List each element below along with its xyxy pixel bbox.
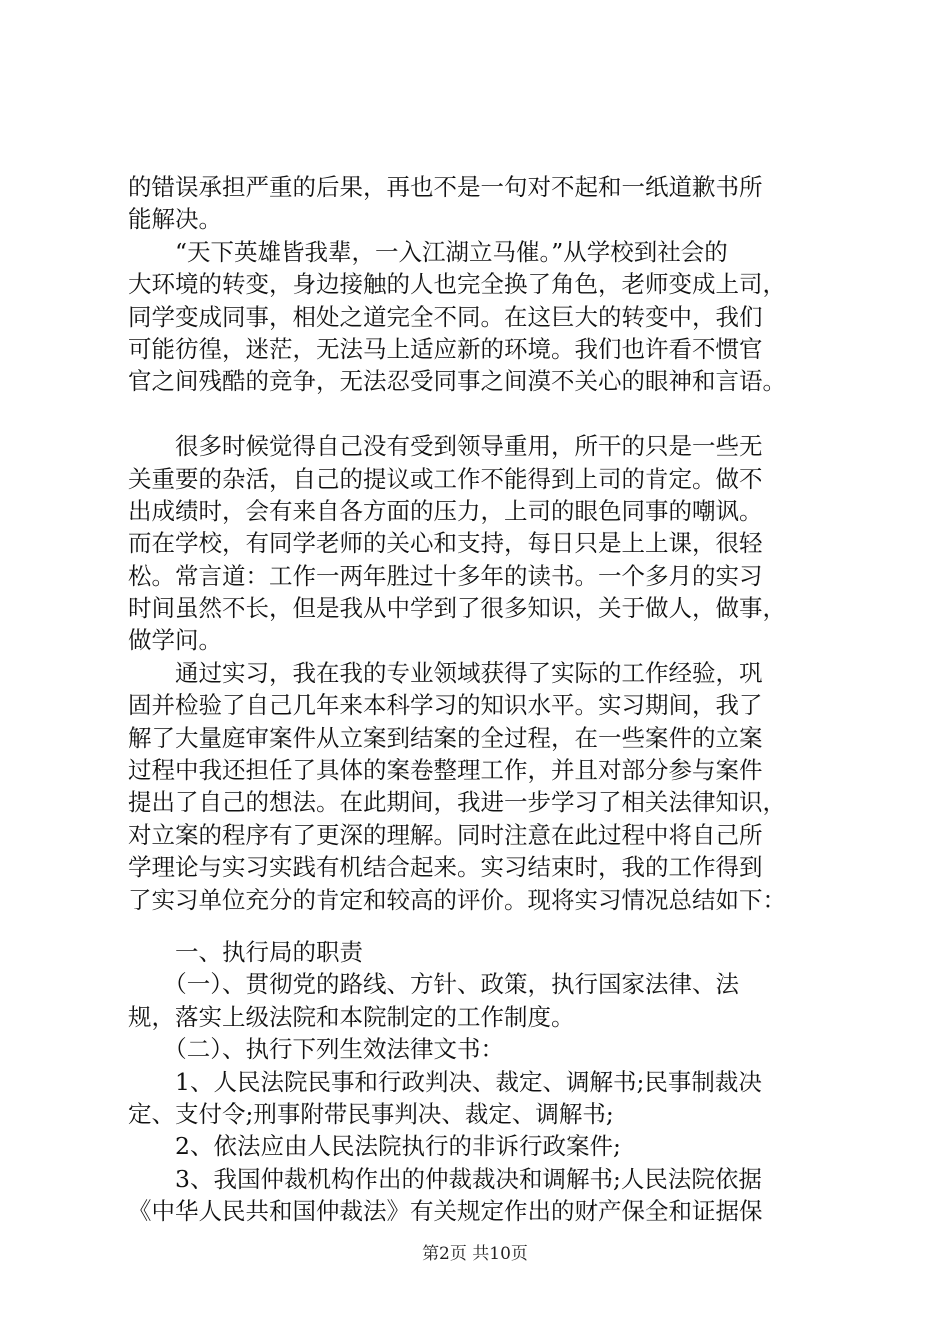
text-line: 时间虽然不长，但是我从中学到了很多知识，关于做人，做事，: [128, 594, 786, 623]
text-line: 3、我国仲裁机构作出的仲裁裁决和调解书;人民法院依据: [128, 1164, 762, 1193]
text-line: 了实习单位充分的肯定和较高的评价。现将实习情况总结如下：: [128, 885, 786, 914]
text-line: 能解决。: [128, 205, 222, 234]
text-line: 《中华人民共和国仲裁法》有关规定作出的财产保全和证据保: [128, 1197, 763, 1226]
text-line: “天下英雄皆我辈，一入江湖立马催。”从学校到社会的: [128, 237, 728, 266]
text-line: 可能彷徨，迷茫，无法马上适应新的环境。我们也许看不惯官: [128, 334, 763, 363]
text-line: 官之间残酷的竞争，无法忍受同事之间漠不关心的眼神和言语。: [128, 367, 786, 396]
text-line: 通过实习，我在我的专业领域获得了实际的工作经验，巩: [128, 658, 763, 687]
text-line: 很多时候觉得自己没有受到领导重用，所干的只是一些无: [128, 432, 763, 461]
text-line: 定、支付令;刑事附带民事判决、裁定、调解书;: [128, 1099, 614, 1128]
section-heading: 一、执行局的职责: [128, 937, 363, 966]
text-line: 1、人民法院民事和行政判决、裁定、调解书;民事制裁决: [128, 1067, 762, 1096]
text-line: 出成绩时，会有来自各方面的压力，上司的眼色同事的嘲讽。: [128, 496, 763, 525]
text-line: （二）、执行下列生效法律文书：: [128, 1035, 504, 1064]
text-line: 松。常言道：工作一两年胜过十多年的读书。一个多月的实习: [128, 561, 763, 590]
text-line: 规，落实上级法院和本院制定的工作制度。: [128, 1002, 575, 1031]
text-line: 的错误承担严重的后果，再也不是一句对不起和一纸道歉书所: [128, 173, 763, 201]
text-line: 2、依法应由人民法院执行的非诉行政案件;: [128, 1132, 621, 1161]
text-line: 同学变成同事，相处之道完全不同。在这巨大的转变中，我们: [128, 302, 763, 331]
text-line: 提出了自己的想法。在此期间，我进一步学习了相关法律知识，: [128, 788, 786, 817]
text-line: 解了大量庭审案件从立案到结案的全过程，在一些案件的立案: [128, 723, 763, 752]
text-line: 而在学校，有同学老师的关心和支持，每日只是上上课，很轻: [128, 529, 763, 558]
text-line: （一）、贯彻党的路线、方针、政策，执行国家法律、法: [128, 970, 739, 999]
text-line: 学理论与实习实践有机结合起来。实习结束时，我的工作得到: [128, 853, 763, 882]
text-line: 对立案的程序有了更深的理解。同时注意在此过程中将自己所: [128, 820, 763, 849]
text-line: 固并检验了自己几年来本科学习的知识水平。实习期间，我了: [128, 691, 763, 720]
text-line: 做学问。: [128, 626, 222, 655]
paragraph-gap: [128, 398, 828, 430]
document-body: [128, 171, 828, 1228]
text-line: 大环境的转变，身边接触的人也完全换了角色，老师变成上司，: [128, 270, 786, 299]
text-line: 关重要的杂活，自己的提议或工作不能得到上司的肯定。做不: [128, 464, 763, 493]
text-line: 过程中我还担任了具体的案卷整理工作，并且对部分参与案件: [128, 756, 763, 785]
page-number-footer: 第2页 共10页: [422, 1244, 528, 1264]
paragraph-gap: [128, 916, 828, 936]
